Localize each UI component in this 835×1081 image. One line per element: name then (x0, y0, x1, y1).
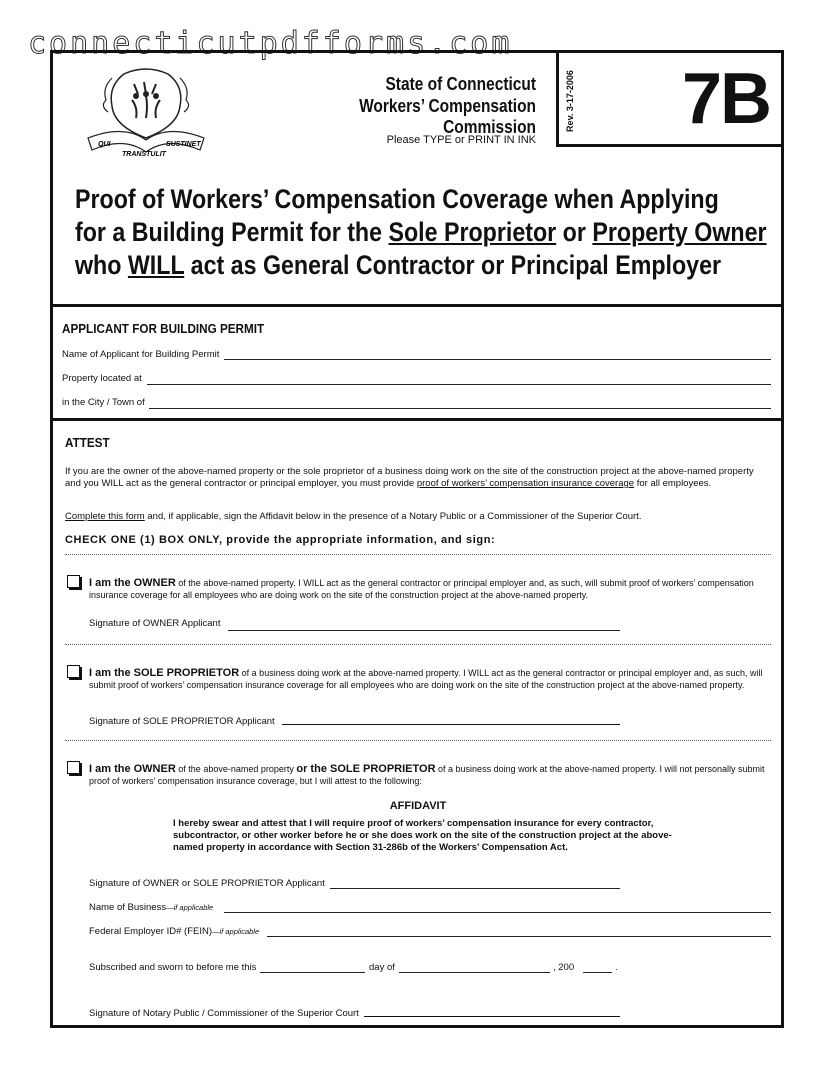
print-instruction: Please TYPE or PRINT IN INK (386, 134, 536, 146)
owner-or-proprietor-option-text: I am the OWNER of the above-named property or the SOLE PROPRIETOR of a business doing work at the above-named property. I will not personally submit proof of workers’ compensation insurance coverage, but I will attest to the following: (89, 763, 765, 786)
connecticut-state-seal-icon (84, 66, 208, 164)
seal-motto-1: QUI (98, 141, 111, 148)
sworn-label: Subscribed and sworn to before me this (89, 962, 257, 973)
applicant-name-field[interactable] (224, 359, 771, 360)
business-name-label: Name of Business—if applicable (89, 902, 214, 913)
affidavit-heading: AFFIDAVIT (389, 800, 447, 812)
form-title (75, 183, 767, 282)
title-line-1: Proof of Workers’ Compensation Coverage when Applying (75, 184, 719, 214)
property-location-label: Property located at (62, 373, 142, 384)
sole-proprietor-checkbox[interactable] (67, 665, 80, 678)
sworn-day-of-label: day of (369, 962, 395, 973)
state-name: State of Connecticut (385, 74, 536, 94)
owner-or-proprietor-signature-label: Signature of OWNER or SOLE PROPRIETOR Applicant (89, 878, 325, 889)
sworn-month-field[interactable] (399, 972, 550, 973)
title-line-3: who WILL act as General Contractor or Principal Employer (75, 250, 722, 280)
property-location-field[interactable] (147, 384, 771, 385)
dotted-separator (65, 644, 771, 645)
sworn-year-field[interactable] (583, 972, 612, 973)
form-number: 7B (682, 59, 771, 139)
business-name-field[interactable] (224, 912, 771, 913)
sole-proprietor-signature-field[interactable] (282, 724, 620, 725)
affidavit-text: I hereby swear and attest that I will require proof of workers’ compensation insurance for every contractor, subcontractor, or other worker before he or she does work on the site of the construction project at the above-named property in accordance with Section 31-286b of the Workers’ Compensation Act. (173, 818, 672, 853)
revision-date: Rev. 3-17-2006 (565, 70, 575, 132)
attest-paragraph-1: If you are the owner of the above-named property or the sole proprietor of a business doing work on the site of the construction project at the above-named property and you WILL act as the general contractor or principal employer, you must provide proof of workers’ compensation insurance coverage for all employees. (65, 466, 754, 489)
check-one-heading: CHECK ONE (1) BOX ONLY, provide the appropriate information, and sign: (65, 534, 496, 546)
owner-option-text: I am the OWNER of the above-named property. I WILL act as the general contractor or principal employer and, as such, will submit proof of workers’ compensation insurance coverage for all employees who are doing work on the site of the construction project at the above-named property. (89, 577, 754, 600)
watermark: connecticutpdfforms.com (28, 26, 513, 61)
city-town-field[interactable] (149, 408, 771, 409)
sworn-year-prefix: , 200 (553, 962, 575, 973)
owner-signature-label: Signature of OWNER Applicant (89, 618, 221, 629)
title-line-2: for a Building Permit for the Sole Proprietor or Property Owner (75, 217, 767, 247)
dotted-separator (65, 554, 771, 555)
section-divider (50, 304, 784, 307)
fein-field[interactable] (267, 936, 771, 937)
sole-proprietor-option-text: I am the SOLE PROPRIETOR of a business doing work at the above-named property. I WILL act as the general contractor or principal employer and, as such, will submit proof of workers’ compensation insurance coverage for all employees who are doing work on the site of the construction project at the above-named property. (89, 667, 763, 690)
notary-signature-label: Signature of Notary Public / Commissioner of the Superior Court (89, 1008, 359, 1019)
dotted-separator (65, 740, 771, 741)
owner-signature-field[interactable] (228, 630, 620, 631)
owner-or-proprietor-checkbox[interactable] (67, 761, 80, 774)
fein-label: Federal Employer ID# (FEIN)—if applicable (89, 926, 260, 937)
sole-proprietor-signature-label: Signature of SOLE PROPRIETOR Applicant (89, 716, 275, 727)
city-town-label: in the City / Town of (62, 397, 145, 408)
seal-motto-2: TRANSTULIT (122, 151, 166, 158)
owner-checkbox[interactable] (67, 575, 80, 588)
commission-name: Workers’ Compensation Commission (359, 96, 536, 137)
attest-paragraph-2: Complete this form and, if applicable, sign the Affidavit below in the presence of a Notary Public or a Commissioner of the Superior Court. (65, 511, 642, 522)
sworn-day-field[interactable] (260, 972, 365, 973)
notary-signature-field[interactable] (364, 1016, 620, 1017)
owner-or-proprietor-signature-field[interactable] (330, 888, 620, 889)
seal-motto-3: SUSTINET (166, 141, 201, 148)
sworn-period: . (615, 962, 618, 973)
applicant-name-label: Name of Applicant for Building Permit (62, 349, 220, 360)
section-divider (50, 418, 784, 421)
attest-heading: ATTEST (65, 435, 110, 450)
applicant-heading: APPLICANT FOR BUILDING PERMIT (62, 321, 265, 336)
